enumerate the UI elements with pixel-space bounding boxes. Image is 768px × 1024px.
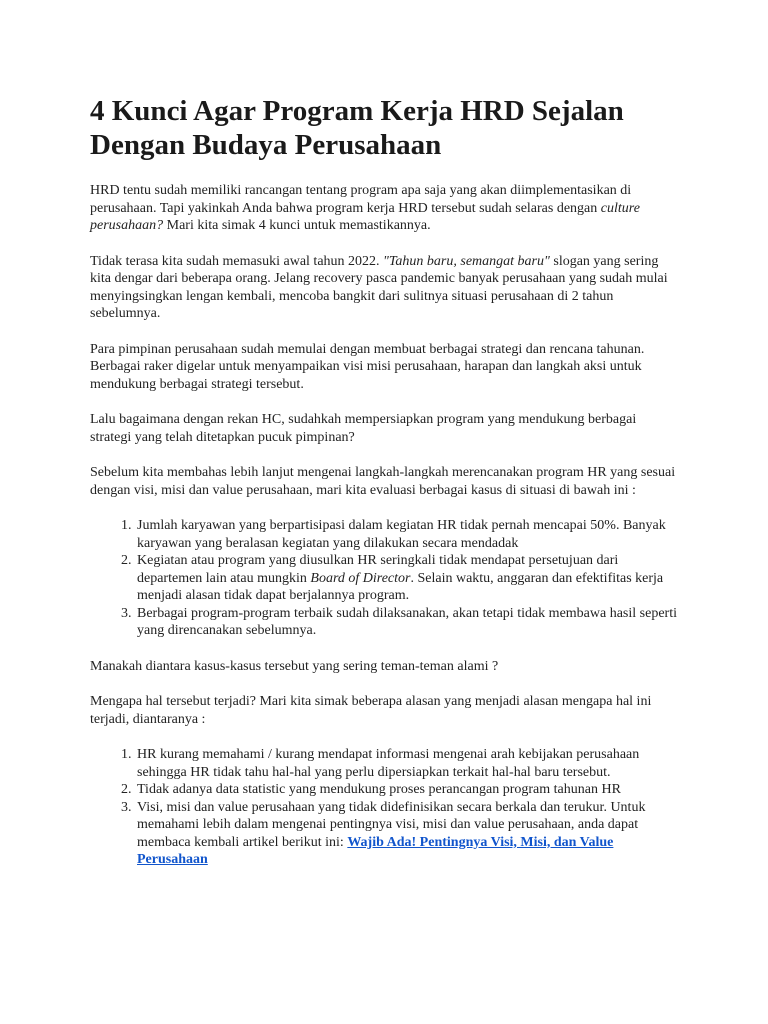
list-item: 1. HR kurang memahami / kurang mendapat informasi mengenai arah kebijakan perusahaan sehingga HR tidak tahu hal-hal yang perlu dipersiapkan terkait hal-hal baru tersebut. — [135, 746, 680, 781]
list-item — [135, 552, 680, 605]
intro-paragraph — [90, 182, 680, 235]
hc-question-paragraph: Lalu bagaimana dengan rekan HC, sudahkah mempersiapkan program yang mendukung berbagai strategi yang telah ditetapkan pucuk pimpinan? — [90, 412, 637, 445]
case2-text-b: . Selain waktu, anggaran dan efektifitas kerja menjadi alasan tidak dapat berjalannya program. — [137, 570, 664, 603]
intro-emphasis: culture perusahaan? — [90, 200, 640, 233]
article-link[interactable]: Wajib Ada! Pentingnya Visi, Misi, dan Value Perusahaan — [137, 834, 614, 867]
case2-emphasis: Board of Director — [310, 570, 411, 586]
list-item: 2. Tidak adanya data statistic yang mendukung proses perancangan program tahunan HR — [135, 781, 680, 799]
reasons-list — [90, 746, 680, 869]
leaders-paragraph: Para pimpinan perusahaan sudah memulai dengan membuat berbagai strategi dan rencana tahunan. Berbagai raker digelar untuk menyampaikan visi misi perusahaan, harapan dan langkah aksi untuk mendukung berbagai strategi tersebut. — [90, 341, 645, 392]
cases-list — [90, 517, 680, 640]
evaluation-intro-paragraph: Sebelum kita membahas lebih lanjut mengenai langkah-langkah merencanakan program HR yang sesuai dengan visi, misi dan value perusahaan, mari kita evaluasi berbagai kasus di situasi di bawah ini : — [90, 465, 676, 498]
reason3-text: Visi, misi dan value perusahaan yang tidak didefinisikan secara berkala dan terukur. Untuk memahami lebih dalam mengenai pentingnya visi, misi dan value perusahaan, anda dapat membaca kembali artikel berikut ini: — [137, 799, 646, 850]
article-title: 4 Kunci Agar Program Kerja HRD Sejalan Dengan Budaya Perusahaan — [90, 95, 624, 161]
list-item: 3. Berbagai program-program terbaik sudah dilaksanakan, akan tetapi tidak membawa hasil seperti yang direncanakan sebelumnya. — [135, 605, 680, 640]
new-year-paragraph — [90, 253, 680, 323]
cases-question-paragraph: Manakah diantara kasus-kasus tersebut yang sering teman-teman alami ? — [90, 658, 499, 674]
new-year-text-a: Tidak terasa kita sudah memasuki awal tahun 2022. — [90, 253, 384, 269]
new-year-text-b: slogan yang sering kita dengar dari beberapa orang. Jelang recovery pasca pandemic banyak perusahaan yang sudah mulai menyingsingkan lengan kembali, mencoba bangkit dari sulitnya situasi perusahaan di 2 tahun sebelumnya. — [90, 253, 668, 321]
list-item — [135, 799, 680, 869]
case2-text-a: Kegiatan atau program yang diusulkan HR seringkali tidak mendapat persetujuan dari departemen lain atau mungkin — [137, 553, 619, 586]
new-year-slogan: "Tahun baru, semangat baru" — [383, 253, 550, 269]
intro-text-a: HRD tentu sudah memiliki rancangan tentang program apa saja yang akan diimplementasikan di perusahaan. Tapi yakinkah Anda bahwa program kerja HRD tersebut sudah selaras dengan — [90, 183, 632, 216]
list-item: 1. Jumlah karyawan yang berpartisipasi dalam kegiatan HR tidak pernah mencapai 50%. Banyak karyawan yang beralasan kegiatan yang dilakukan secara mendadak — [135, 517, 680, 552]
intro-text-b: Mari kita simak 4 kunci untuk memastikannya. — [163, 218, 431, 233]
reasons-intro-paragraph: Mengapa hal tersebut terjadi? Mari kita simak beberapa alasan yang menjadi alasan mengapa hal ini terjadi, diantaranya : — [90, 694, 652, 727]
document-page — [90, 94, 680, 887]
